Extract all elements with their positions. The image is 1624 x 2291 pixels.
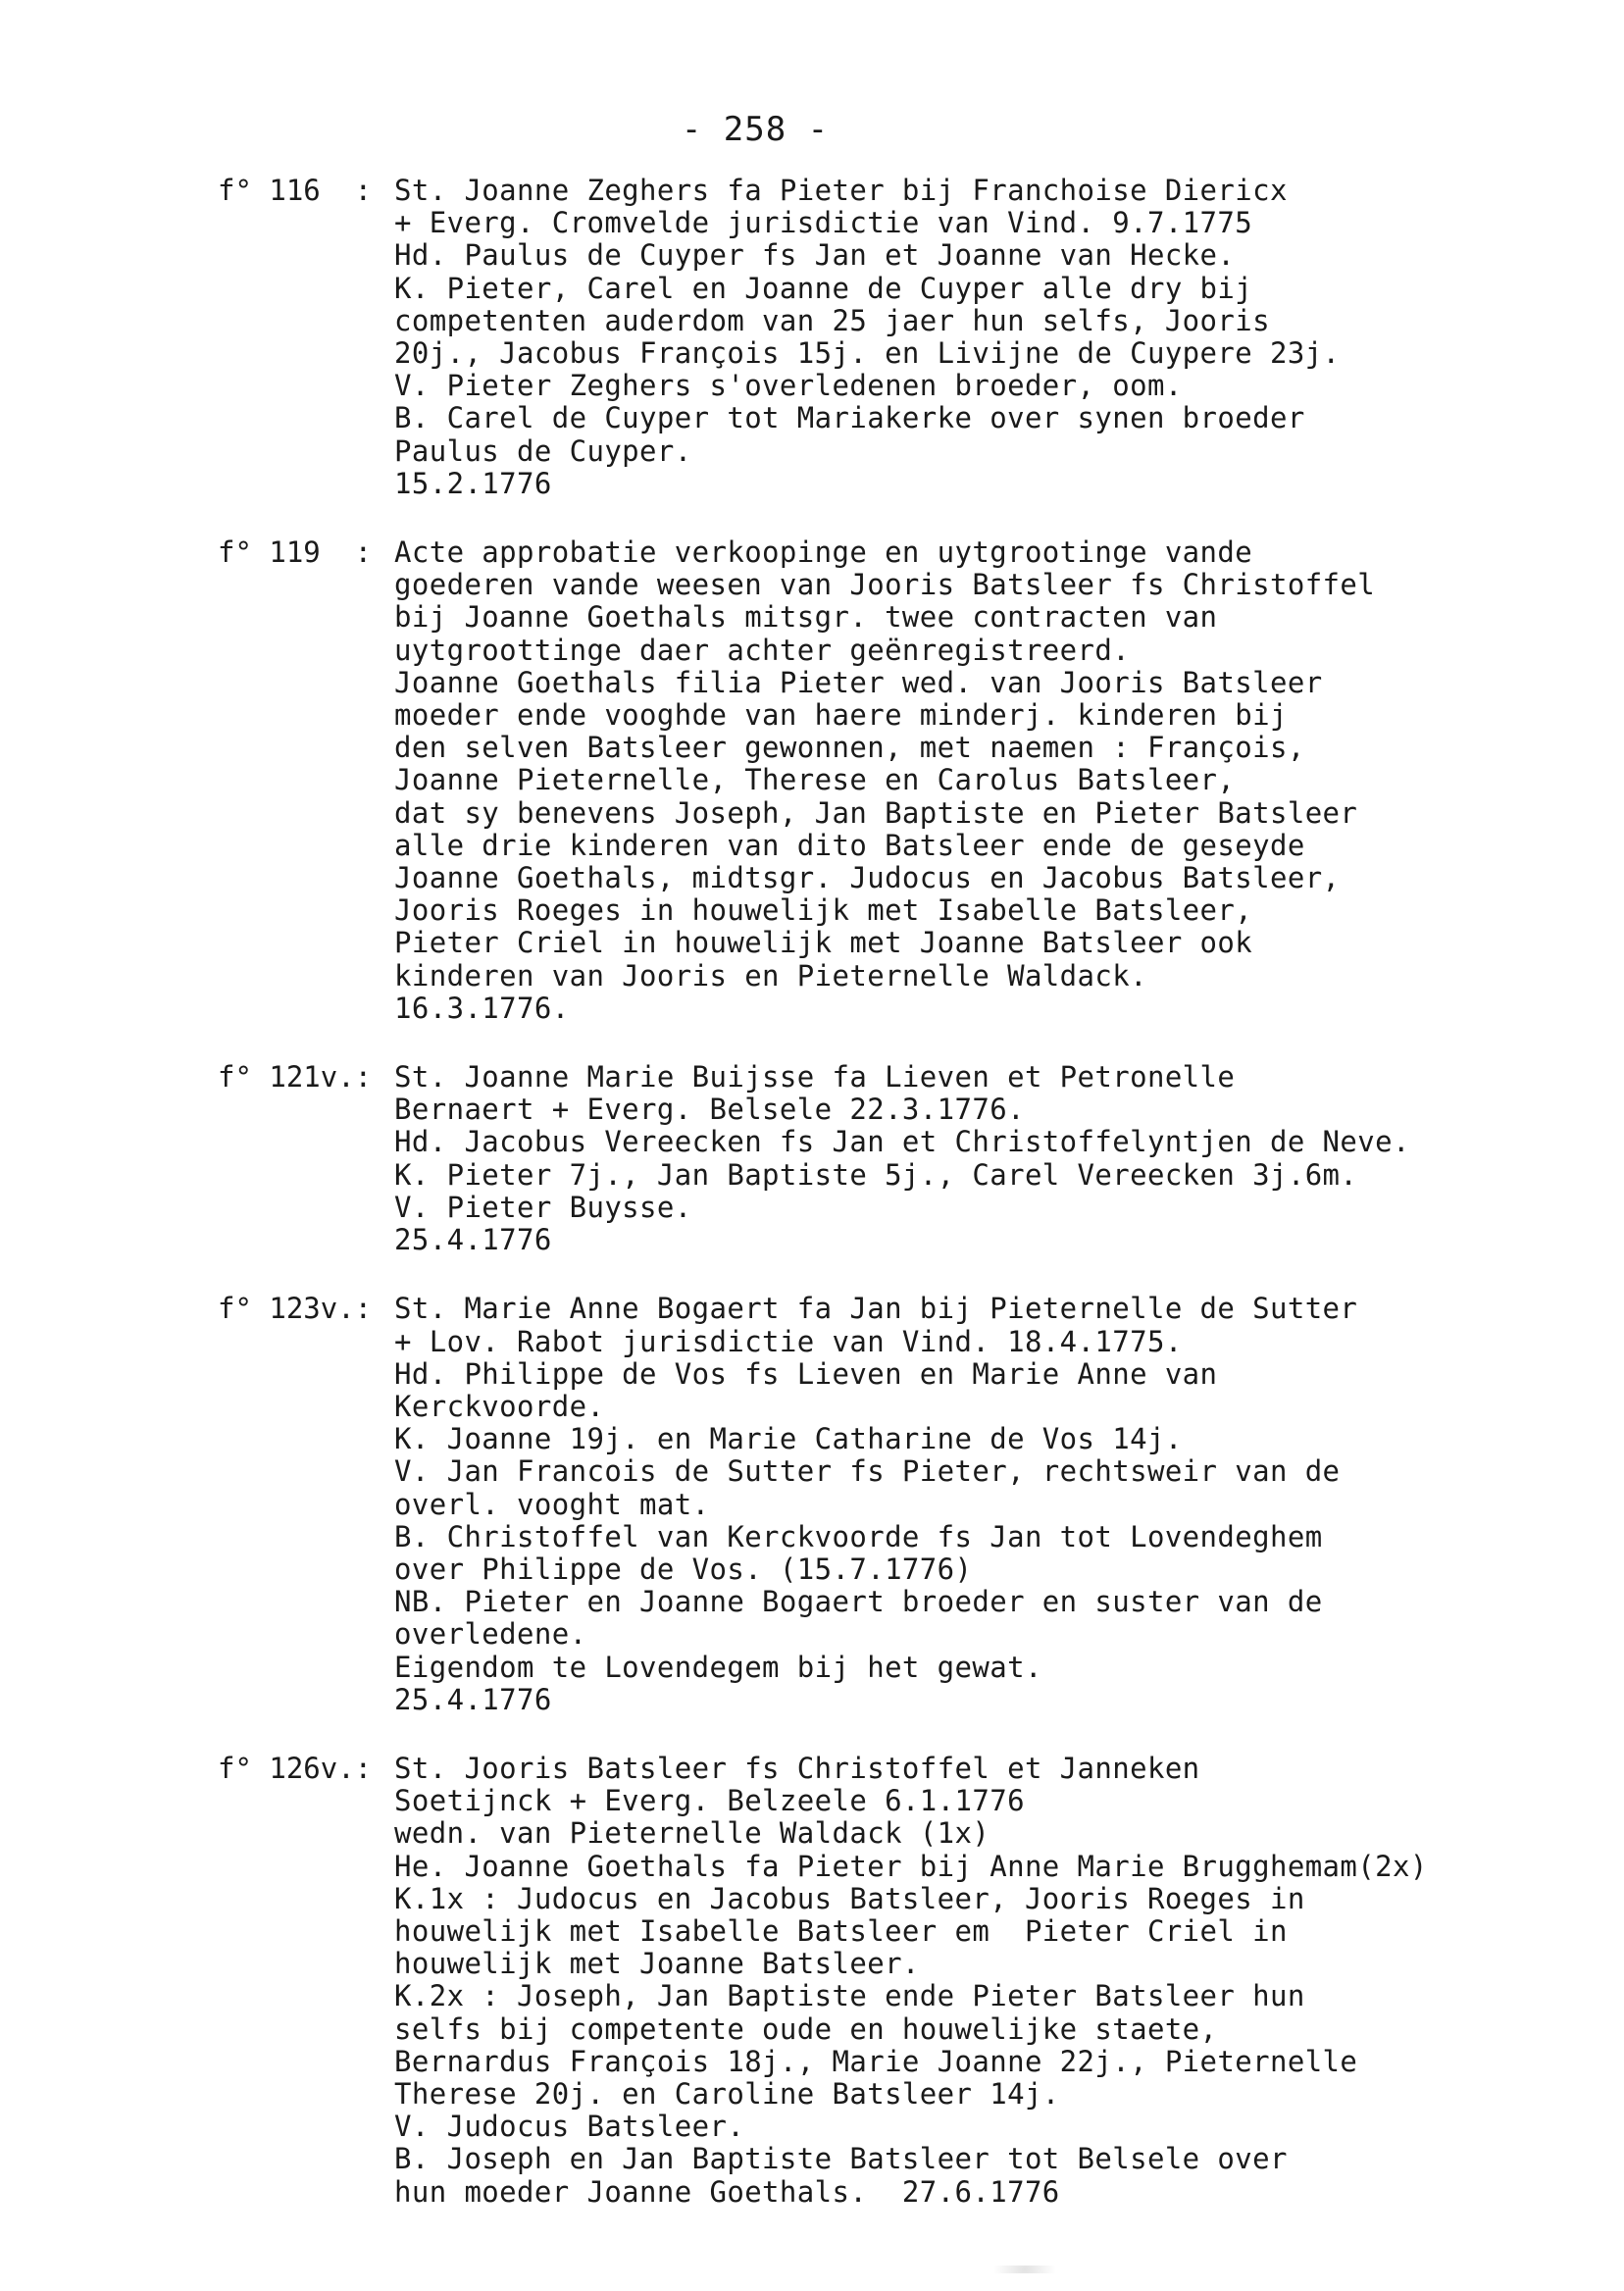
entry-line: Bernaert + Everg. Belsele 22.3.1776.	[394, 1093, 1025, 1127]
entry-line: bij Joanne Goethals mitsgr. twee contracten van	[394, 600, 1218, 635]
entry-line: Hd. Philippe de Vos fs Lieven en Marie Anne van	[394, 1356, 1218, 1391]
register-entries	[218, 175, 1610, 2245]
entry-line: kinderen van Jooris en Pieternelle Waldack.	[394, 958, 1147, 993]
entry-line: B. Carel de Cuyper tot Mariakerke over synen broeder	[394, 401, 1305, 435]
entry-line: competenten auderdom van 25 jaer hun selfs, Jooris	[394, 303, 1270, 337]
entry-line: K. Pieter 7j., Jan Baptiste 5j., Carel Vereecken 3j.6m.	[394, 1157, 1358, 1192]
entry-line: Pieter Criel in houwelijk met Joanne Batsleer ook	[394, 926, 1253, 960]
entry-line: goederen vande weesen van Jooris Batsleer fs Christoffel	[394, 568, 1376, 602]
entry-text	[394, 175, 1610, 500]
folio-reference: f° 116 :	[218, 174, 373, 207]
entry-line: K. Pieter, Carel en Joanne de Cuyper alle dry bij	[394, 271, 1253, 305]
entry-line: V. Pieter Zeghers s'overledenen broeder, oom.	[394, 369, 1183, 403]
entry-line: Joanne Goethals filia Pieter wed. van Jooris Batsleer	[394, 665, 1323, 699]
entry-line: Joanne Pieternelle, Therese en Carolus Batsleer,	[394, 763, 1236, 797]
entry-line: selfs bij competente oude en houwelijke staete,	[394, 2011, 1218, 2046]
entry-line: hun moeder Joanne Goethals. 27.6.1776	[394, 2174, 1060, 2209]
entry-line: St. Joanne Marie Buijsse fa Lieven et Petronelle	[394, 1060, 1236, 1095]
entry-line: alle drie kinderen van dito Batsleer ende de geseyde	[394, 828, 1305, 862]
entry-line: 15.2.1776	[394, 466, 552, 500]
entry-text	[394, 536, 1610, 1025]
entry-line: Bernardus François 18j., Marie Joanne 22j., Pieternelle	[394, 2044, 1358, 2078]
entry-line: uytgroottinge daer achter geënregistreerd.	[394, 633, 1131, 667]
folio-reference: f° 123v.:	[218, 1292, 373, 1326]
entry-text	[394, 1061, 1610, 1256]
folio-reference: f° 126v.:	[218, 1751, 373, 1785]
entry-line: overledene.	[394, 1617, 587, 1652]
entry-line: Paulus de Cuyper.	[394, 433, 692, 468]
entry-line: St. Marie Anne Bogaert fa Jan bij Pieternelle de Sutter	[394, 1292, 1358, 1326]
folio-reference: f° 121v.:	[218, 1060, 373, 1095]
entry-line: houwelijk met Joanne Batsleer.	[394, 1947, 920, 1981]
entry-line: St. Joanne Zeghers fa Pieter bij Franchoise Diericx	[394, 174, 1288, 207]
entry-line: Jooris Roeges in houwelijk met Isabelle Batsleer,	[394, 893, 1253, 928]
entry-line: over Philippe de Vos. (15.7.1776)	[394, 1552, 973, 1586]
entry-line: 20j., Jacobus François 15j. en Livijne de Cuypere 23j.	[394, 336, 1341, 371]
entry-line: Hd. Paulus de Cuyper fs Jan et Joanne van Hecke.	[394, 238, 1236, 273]
entry-line: 25.4.1776	[394, 1223, 552, 1257]
entry-line: Therese 20j. en Caroline Batsleer 14j.	[394, 2076, 1060, 2111]
entry-line: K.2x : Joseph, Jan Baptiste ende Pieter Batsleer hun	[394, 1979, 1305, 2013]
entry-line: Hd. Jacobus Vereecken fs Jan et Christoffelyntjen de Neve.	[394, 1125, 1410, 1159]
scan-artifact	[981, 2266, 1069, 2273]
page-number: - 258 -	[681, 110, 830, 149]
entry-line: St. Jooris Batsleer fs Christoffel et Janneken	[394, 1751, 1200, 1785]
register-entry	[218, 1293, 1610, 1716]
register-entry	[218, 536, 1610, 1025]
entry-line: dat sy benevens Joseph, Jan Baptiste en Pieter Batsleer	[394, 795, 1358, 830]
entry-line: overl. vooght mat.	[394, 1487, 710, 1521]
entry-line: + Everg. Cromvelde jurisdictie van Vind. 9.7.1775	[394, 206, 1253, 240]
entry-line: den selven Batsleer gewonnen, met naemen : François,	[394, 731, 1305, 765]
entry-line: V. Pieter Buysse.	[394, 1190, 692, 1224]
entry-line: Acte approbatie verkoopinge en uytgrootinge vande	[394, 535, 1253, 570]
entry-line: houwelijk met Isabelle Batsleer em Pieter Criel in	[394, 1913, 1288, 1948]
entry-line: K. Joanne 19j. en Marie Catharine de Vos 14j.	[394, 1422, 1183, 1456]
entry-line: Soetijnck + Everg. Belzeele 6.1.1776	[394, 1784, 1025, 1818]
register-entry	[218, 175, 1610, 500]
folio-reference: f° 119 :	[218, 535, 373, 570]
entry-line: wedn. van Pieternelle Waldack (1x)	[394, 1816, 990, 1851]
register-entry	[218, 1753, 1610, 2209]
entry-line: K.1x : Judocus en Jacobus Batsleer, Jooris Roeges in	[394, 1881, 1305, 1915]
entry-text	[394, 1753, 1610, 2209]
entry-line: V. Jan Francois de Sutter fs Pieter, rechtsweir van de	[394, 1454, 1341, 1489]
entry-line: moeder ende vooghde van haere minderj. kinderen bij	[394, 698, 1288, 733]
entry-line: + Lov. Rabot jurisdictie van Vind. 18.4.1775.	[394, 1324, 1183, 1358]
entry-line: He. Joanne Goethals fa Pieter bij Anne Marie Brugghemam(2x)	[394, 1849, 1428, 1883]
entry-line: Eigendom te Lovendegem bij het gewat.	[394, 1650, 1042, 1684]
register-entry	[218, 1061, 1610, 1256]
entry-line: 16.3.1776.	[394, 991, 570, 1025]
entry-line: NB. Pieter en Joanne Bogaert broeder en suster van de	[394, 1585, 1323, 1619]
entry-line: 25.4.1776	[394, 1682, 552, 1716]
entry-line: Kerckvoorde.	[394, 1389, 605, 1423]
entry-line: B. Christoffel van Kerckvoorde fs Jan tot Lovendeghem	[394, 1519, 1323, 1553]
entry-line: B. Joseph en Jan Baptiste Batsleer tot Belsele over	[394, 2142, 1288, 2176]
entry-text	[394, 1293, 1610, 1716]
entry-line: V. Judocus Batsleer.	[394, 2110, 745, 2144]
entry-line: Joanne Goethals, midtsgr. Judocus en Jacobus Batsleer,	[394, 861, 1341, 895]
